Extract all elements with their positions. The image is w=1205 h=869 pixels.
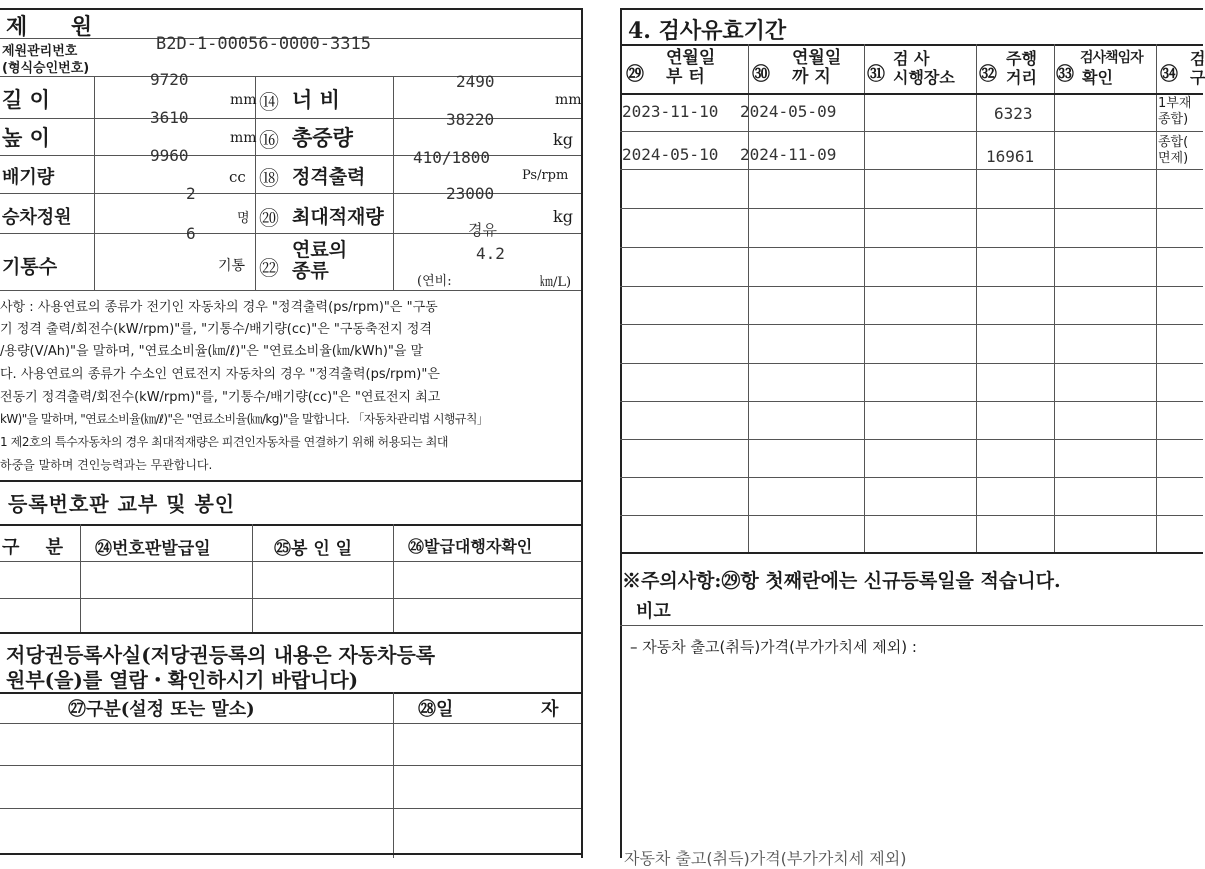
fuel-type-label-1: 연료의 bbox=[292, 239, 348, 261]
rated-power-label: 정격출력 bbox=[292, 166, 366, 188]
fuel-efficiency-value: 4.2 bbox=[476, 244, 505, 263]
gross-weight-number: ⑯ bbox=[259, 128, 279, 152]
displacement-unit: cc bbox=[229, 168, 246, 186]
rated-power-value: 410/1800 bbox=[413, 148, 491, 167]
inspection-title: 4. 검사유효기간 bbox=[628, 18, 787, 44]
fuel-type-number: ㉒ bbox=[259, 256, 279, 280]
fuel-efficiency-prefix: (연비: bbox=[417, 274, 452, 289]
width-value: 2490 bbox=[456, 72, 495, 91]
cylinders-label: 기통수 bbox=[2, 256, 58, 278]
inspection-header-num: ㉝ bbox=[1056, 64, 1074, 85]
rated-power-number: ⑱ bbox=[259, 166, 279, 190]
max-load-number: ⑳ bbox=[259, 206, 279, 230]
inspection-header-officer-2: 확인 bbox=[1082, 68, 1113, 87]
width-unit: mm bbox=[555, 92, 582, 108]
inspection-header-type-1: 검 bbox=[1190, 49, 1205, 68]
inspection-header-num: ㉛ bbox=[867, 64, 885, 85]
cylinders-unit: 기통 bbox=[218, 258, 246, 274]
inspection-to-date: 2024-11-09 bbox=[740, 145, 837, 164]
remarks-label: 비고 bbox=[636, 601, 671, 622]
inspection-header-type-2: 구 bbox=[1190, 68, 1205, 87]
note-line: 기 정격 출력/회전수(kW/rpm)"를, "기통수/배기량(cc)"은 "구동축전지 정격 bbox=[0, 322, 432, 337]
note-line: /용량(V/Ah)"을 말하며, "연료소비율(㎞/ℓ)"은 "연료소비율(㎞/kWh)"을 말 bbox=[0, 344, 424, 359]
plate-col-agent: ㉖발급대행자확인 bbox=[408, 537, 533, 556]
inspection-header-mileage-1: 주행 bbox=[1006, 49, 1037, 68]
mortgage-title-line2: 원부(을)를 열람・확인하시기 바랍니다) bbox=[6, 668, 359, 692]
inspection-type-2: 종합) bbox=[1158, 112, 1189, 127]
inspection-type-1: 종합( bbox=[1158, 135, 1189, 150]
fuel-efficiency-unit: ㎞/L) bbox=[540, 275, 572, 290]
rated-power-unit: Ps/rpm bbox=[522, 168, 569, 183]
length-label: 길 이 bbox=[2, 87, 50, 112]
fuel-type-label-2: 종류 bbox=[292, 260, 329, 282]
inspection-header-officer-1: 검사책임자 bbox=[1080, 50, 1143, 66]
mortgage-title-line1: 저당권등록사실(저당권등록의 내용은 자동차등록 bbox=[6, 643, 436, 667]
gross-weight-value: 38220 bbox=[446, 110, 495, 129]
plate-col-seal-date: ㉕봉 인 일 bbox=[274, 539, 353, 559]
displacement-label: 배기량 bbox=[2, 167, 55, 188]
inspection-header-place-2: 시행장소 bbox=[893, 68, 955, 87]
inspection-to-date: 2024-05-09 bbox=[740, 102, 837, 121]
note-line: 사항 : 사용연료의 종류가 전기인 자동차의 경우 "정격출력(ps/rpm)"은 "구동 bbox=[0, 300, 438, 315]
note-line: 다. 사용연료의 종류가 수소인 연료전지 자동차의 경우 "정격출력(ps/rpm)"은 bbox=[0, 367, 440, 382]
inspection-header-place-1: 검 사 bbox=[893, 49, 930, 68]
mortgage-col-date-suffix: 자 bbox=[541, 699, 559, 720]
inspection-mileage: 6323 bbox=[994, 104, 1033, 123]
mortgage-col-type: ㉗구분(설정 또는 말소) bbox=[68, 699, 255, 720]
height-unit: mm bbox=[230, 130, 257, 146]
width-number: ⑭ bbox=[259, 90, 279, 114]
gross-weight-label: 총중량 bbox=[292, 125, 353, 150]
note-line: kW)"을 말하며, "연료소비율(㎞/ℓ)"은 "연료소비율(㎞/kg)"을 말합니다. 「자동차관리법 시행규칙」 bbox=[0, 412, 489, 426]
inspection-mileage: 16961 bbox=[986, 147, 1035, 166]
inspection-header-num: ㉜ bbox=[979, 64, 997, 85]
plate-section-title: 등록번호판 교부 및 봉인 bbox=[8, 492, 236, 516]
displacement-value: 9960 bbox=[150, 146, 189, 165]
model-number-label: 제원관리번호 bbox=[2, 44, 78, 59]
inspection-from-date: 2024-05-10 bbox=[622, 145, 719, 164]
height-value: 3610 bbox=[150, 108, 189, 127]
plate-col-division: 구 분 bbox=[2, 537, 74, 558]
inspection-header-to-1: 연월일 bbox=[792, 48, 842, 68]
inspection-header-num: ㉞ bbox=[1160, 64, 1178, 85]
length-value: 9720 bbox=[150, 70, 189, 89]
max-load-value: 23000 bbox=[446, 184, 495, 203]
height-label: 높 이 bbox=[2, 125, 50, 150]
type-approval-label: (형식승인번호) bbox=[2, 61, 90, 76]
seating-capacity-value: 2 bbox=[186, 184, 196, 203]
cylinders-value: 6 bbox=[186, 224, 196, 243]
inspection-header-from-2: 부 터 bbox=[666, 67, 705, 87]
inspection-header-num: ㉙ bbox=[626, 64, 644, 85]
max-load-label: 최대적재량 bbox=[292, 206, 384, 228]
mortgage-col-date: ㉘일 bbox=[418, 699, 454, 720]
width-label: 너 비 bbox=[292, 87, 340, 112]
remarks-text: – 자동차 출고(취득)가격(부가가치세 제외) : bbox=[630, 638, 917, 656]
max-load-unit: kg bbox=[553, 207, 573, 226]
inspection-from-date: 2023-11-10 bbox=[622, 102, 719, 121]
plate-col-issue-date: ㉔번호판발급일 bbox=[95, 539, 211, 559]
inspection-header-to-2: 까 지 bbox=[792, 67, 831, 87]
inspection-header-num: ㉚ bbox=[752, 64, 770, 85]
inspection-type-1: 1부재 bbox=[1158, 96, 1192, 111]
note-line: 1 제2호의 특수자동차의 경우 최대적재량은 피견인자동차를 연결하기 위해 허용되는 최대 bbox=[0, 435, 449, 449]
remarks-cut-text: 자동차 출고(취득)가격(부가가치세 제외) bbox=[624, 849, 907, 868]
fuel-type-value: 경유 bbox=[468, 221, 497, 239]
inspection-header-mileage-2: 거리 bbox=[1006, 68, 1037, 87]
model-number-value: B2D-1-00056-0000-3315 bbox=[156, 34, 371, 54]
gross-weight-unit: kg bbox=[553, 130, 573, 149]
specs-header: 제 원 bbox=[6, 14, 111, 40]
seating-capacity-unit: 명 bbox=[237, 211, 250, 226]
caution-note: ※주의사항:㉙항 첫째란에는 신규등록일을 적습니다. bbox=[622, 570, 1061, 592]
note-line: 전동기 정격출력/회전수(kW/rpm)"를, "기통수/배기량(cc)"은 "연료전지 최고 bbox=[0, 390, 441, 405]
seating-capacity-label: 승차정원 bbox=[2, 207, 72, 228]
inspection-header-from-1: 연월일 bbox=[666, 48, 716, 68]
note-line: 하중을 말하며 견인능력과는 무관합니다. bbox=[0, 458, 213, 472]
inspection-type-2: 면제) bbox=[1158, 151, 1189, 166]
length-unit: mm bbox=[230, 92, 257, 108]
